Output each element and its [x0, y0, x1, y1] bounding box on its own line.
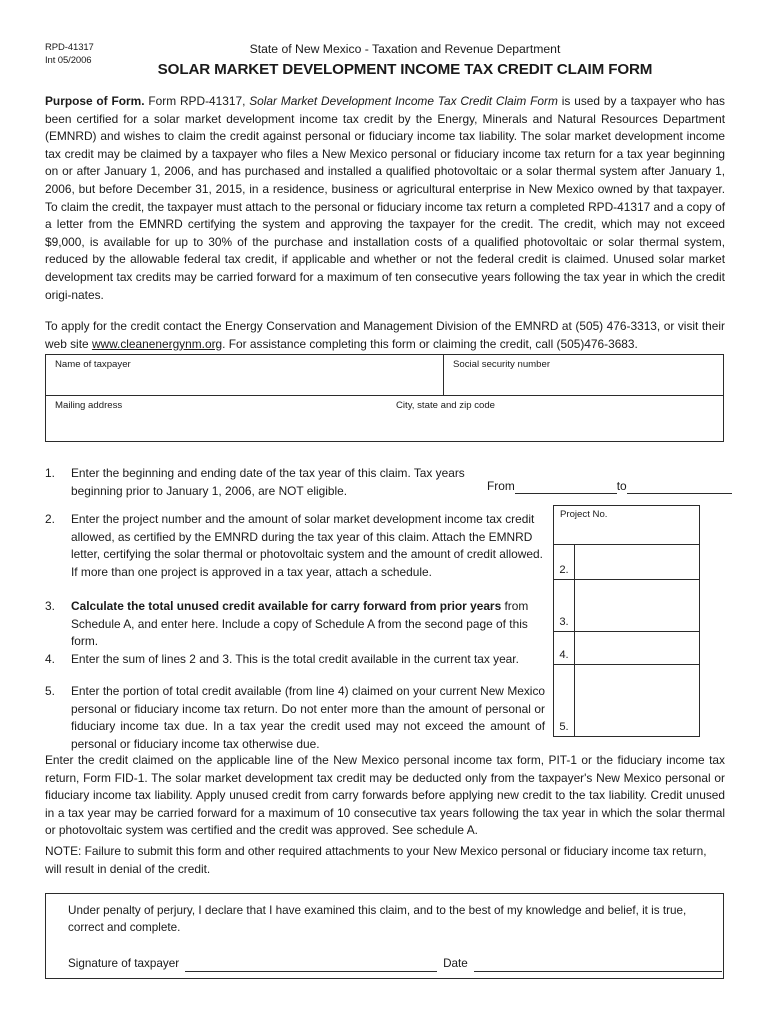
table-row [554, 632, 699, 665]
line-item-2 [45, 511, 545, 581]
city-state-zip-label: City, state and zip code [396, 400, 496, 411]
line-1-text: Enter the beginning and ending date of the tax year of this claim. Tax years beginning prior to January 1, 2006, are NOT eligible. [71, 466, 465, 498]
signature-input[interactable] [185, 959, 437, 972]
line-3-number: 3. [45, 599, 55, 613]
purpose-lead: Form RPD-41317, [144, 94, 250, 108]
from-date-input[interactable] [515, 481, 617, 494]
contact-before-link: To apply for the credit contact the Energy Conservation and Management Division of the EMNRD at (505) 476-3313, or visit their web site [45, 319, 725, 351]
project-row-4-amount-input[interactable] [574, 632, 699, 664]
project-row-2-amount-input[interactable] [574, 545, 699, 579]
line-1-number: 1. [45, 466, 55, 480]
project-no-label: Project No. [560, 509, 608, 520]
from-label: From [487, 479, 515, 493]
perjury-declaration: Under penalty of perjury, I declare that I have examined this claim, and to the best of my knowledge and belief, it is true, correct and complete. [68, 904, 687, 935]
project-row-4-number: 4. [559, 649, 569, 661]
project-row-2-number: 2. [559, 564, 569, 576]
form-header [45, 42, 725, 80]
date-label: Date [443, 957, 468, 970]
line-3-text [71, 598, 545, 651]
project-row-5-amount-input[interactable] [574, 665, 699, 736]
contact-paragraph [45, 318, 725, 353]
line-5-text: Enter the portion of total credit available (from line 4) claimed on your current New Mexico personal or fiduciary income tax return. Do not enter more than the amount of personal or fiduciary income tax due. In a tax year the credit used may not exceed the amount of personal or fiduciary income tax otherwise due. [71, 684, 545, 751]
taxpayer-info-box [45, 354, 724, 442]
line-2-number: 2. [45, 512, 55, 526]
line-2-text: Enter the project number and the amount of solar market development income tax credit allowed, as certified by the EMNRD during the tax year of this claim. Attach the EMNRD letter, certifying the solar thermal or photovoltaic system and the amount of credit allowed. If more than one project is approved in a tax year, attach a schedule. [71, 512, 543, 579]
name-of-taxpayer-field[interactable] [46, 355, 444, 395]
to-label: to [616, 479, 627, 493]
form-number: RPD-41317 [45, 42, 94, 53]
purpose-heading: Purpose of Form. [45, 94, 145, 108]
page-title: SOLAR MARKET DEVELOPMENT INCOME TAX CREDIT CLAIM FORM [157, 61, 653, 78]
mailing-address-field[interactable] [46, 396, 723, 441]
signature-line-row [68, 956, 708, 972]
project-row-3-number: 3. [559, 616, 569, 628]
project-row-5-number: 5. [559, 721, 569, 733]
line-3-rest-text: from Schedule A, and enter here. Include a copy of Schedule A from the second page of this form. [71, 599, 529, 649]
agency-name: State of New Mexico - Taxation and Revenue Department [249, 42, 561, 56]
table-row [554, 665, 699, 736]
line-item-5 [45, 683, 545, 753]
line-item-1 [45, 465, 485, 500]
purpose-of-form-paragraph [45, 93, 725, 304]
social-security-number-label: Social security number [453, 359, 551, 370]
contact-after-link: . For assistance completing this form or claiming the credit, call (505)476-3683. [222, 336, 638, 351]
social-security-number-field[interactable] [444, 355, 723, 395]
signature-label: Signature of taxpayer [68, 957, 180, 970]
line-3-bold-text: Calculate the total unused credit available for carry forward from prior years [71, 599, 502, 613]
project-amount-table [553, 505, 700, 737]
tax-year-range [487, 478, 732, 494]
taxpayer-info-row-top [46, 355, 723, 396]
table-row [554, 545, 699, 580]
name-of-taxpayer-label: Name of taxpayer [55, 359, 131, 370]
form-identifier [45, 42, 94, 67]
to-date-input[interactable] [627, 481, 732, 494]
purpose-body: is used by a taxpayer who has been certified for a solar market development income tax credit by the Energy, Minerals and Natural Resources Department (EMNRD) and wishes to claim the credit against personal or fiduciary income tax liability. The solar market development income tax credit may be claimed by a taxpayer who files a New Mexico personal or fiduciary income tax return for a tax year beginning on or after January 1, 2006, and has purchased and installed a qualified photovoltaic or a solar thermal system after January 1, 2006, but before December 31, 2015, in a residence, business or agricultural enterprise in New Mexico owned by that taxpayer. To claim the credit, the taxpayer must attach to the personal or fiduciary income tax return a completed RPD-41317 and a copy of a letter from the EMNRD certifying the system and approving the taxpayer for the credit. The credit, which may not exceed $9,000, is available for up to 30% of the purchase and installation costs of a qualified photovoltaic or solar thermal system, reduced by the allowable federal tax credit, if applicable and whether or not the federal credit is claimed. Unused solar market development tax credits may be carried forward for a maximum of ten consecutive years following the tax year in which the credit origi-nates. [45, 94, 725, 302]
form-revision-date: Int 05/2006 [45, 54, 92, 66]
project-no-header-cell[interactable] [554, 506, 699, 545]
line-4-number: 4. [45, 652, 55, 666]
project-row-3-amount-input[interactable] [574, 580, 699, 631]
line-item-4 [45, 651, 545, 669]
signature-box [45, 893, 724, 979]
note-paragraph: NOTE: Failure to submit this form and other required attachments to your New Mexico personal or fiduciary income tax return, will result in denial of the credit. [45, 844, 707, 876]
form-name-italic: Solar Market Development Income Tax Credit Claim Form [249, 94, 558, 108]
date-input[interactable] [474, 959, 722, 972]
closing-paragraph: Enter the credit claimed on the applicable line of the New Mexico personal income tax form, PIT-1 or the fiduciary income tax return, Form FID-1. The solar market development tax credit may be deducted only from the taxpayer's New Mexico personal or fiduciary income tax liability. Apply unused credit from carry forwards before applying new credit to the tax liability. Credit unused in a tax year may be carried forward for a maximum of 10 consecutive tax years following the tax year in which the solar thermal or photovoltaic system was certified and the credit was approved. See schedule A. [45, 753, 725, 838]
line-item-3 [45, 598, 545, 651]
mailing-address-label: Mailing address [55, 400, 123, 411]
website-link[interactable]: www.cleanenergynm.org [91, 336, 223, 351]
table-row [554, 580, 699, 632]
line-5-number: 5. [45, 684, 55, 698]
line-4-text: Enter the sum of lines 2 and 3. This is the total credit available in the current tax year. [71, 652, 519, 666]
